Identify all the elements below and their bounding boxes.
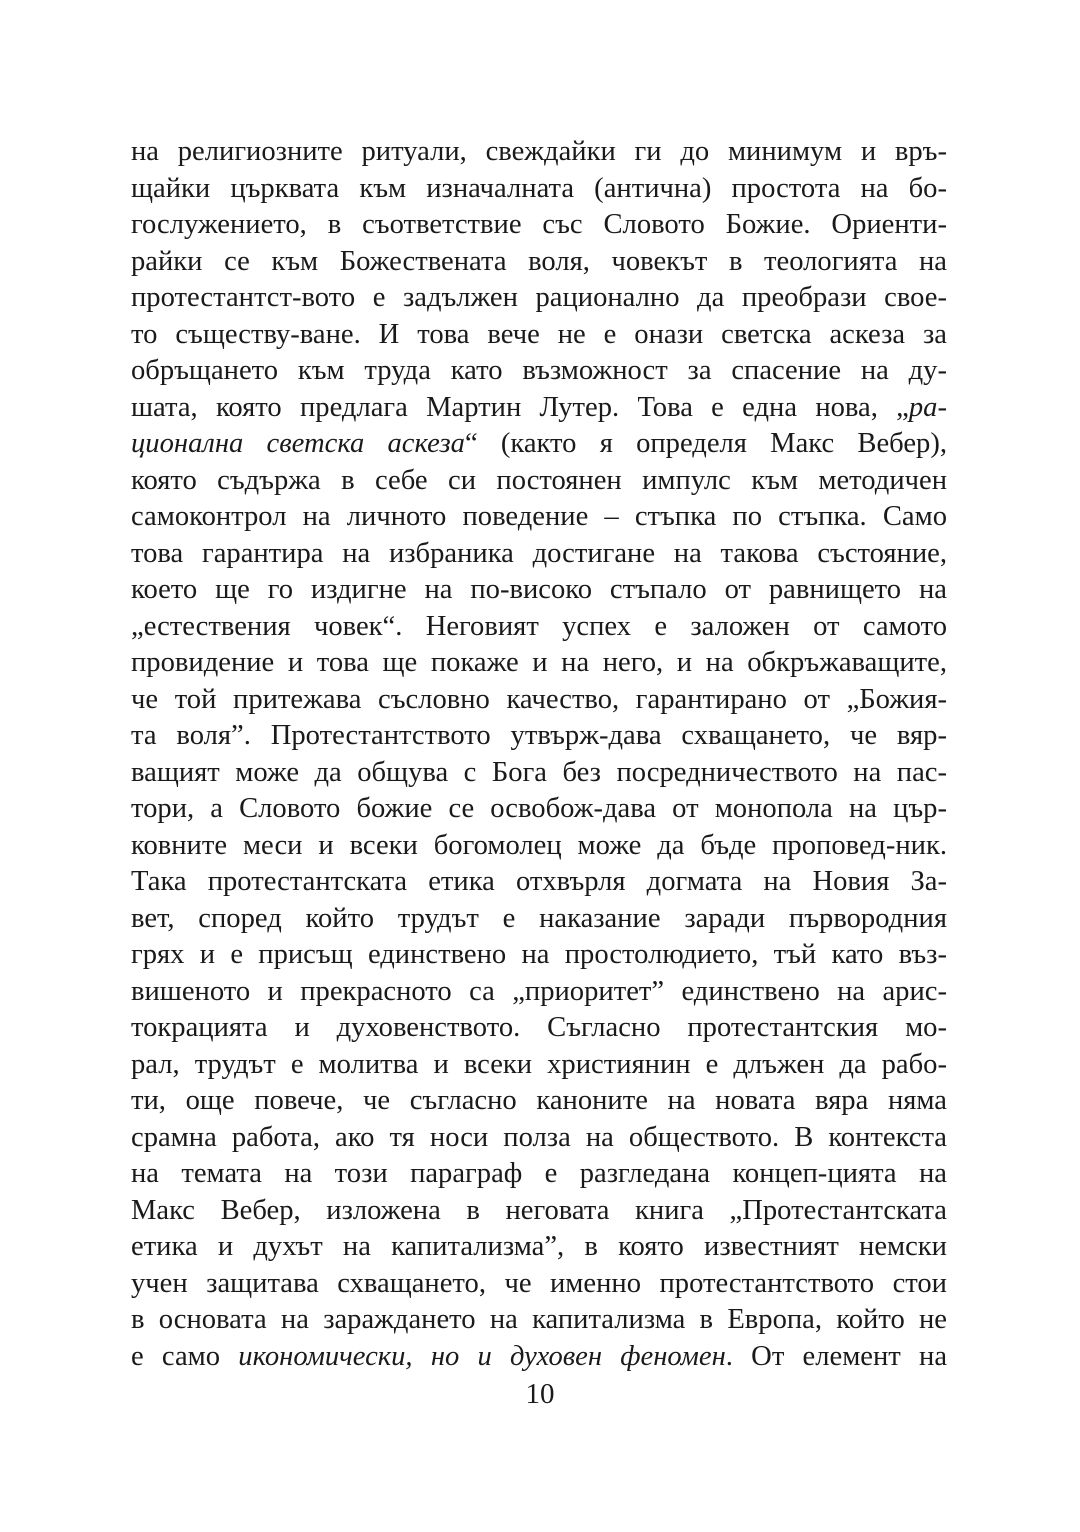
text-run: на религиозните ритуали, свеждайки ги до минимум и връ- <box>131 136 947 167</box>
text-line <box>131 426 947 463</box>
text-run: учен защитава схващането, че именно протестантството стои <box>131 1267 947 1299</box>
text-line <box>131 463 947 500</box>
text-run: райки се към Божествената воля, човекът в теологията на <box>131 245 947 277</box>
text-run: гослужението, в съответствие със Словото Божие. Ориенти- <box>131 209 947 240</box>
text-run: вишеното и прекрасното са „приоритет” единствено на арис- <box>131 975 947 1007</box>
text-line <box>131 499 947 536</box>
text-run: грях и е присъщ единствено на простолюдието, тъй като въз- <box>131 939 947 970</box>
text-line <box>131 755 947 792</box>
text-line <box>131 1193 947 1230</box>
text-run: протестантст-вото е задължен рационално да преобрази свое- <box>131 282 947 313</box>
text-line <box>131 1302 947 1339</box>
text-line <box>131 244 947 281</box>
body-text <box>131 134 947 1375</box>
text-line <box>131 609 947 646</box>
text-line <box>131 1047 947 1084</box>
text-run: самоконтрол на личното поведение – стъпка по стъпка. Само <box>131 501 947 532</box>
text-line <box>131 974 947 1011</box>
text-line <box>131 572 947 609</box>
page-number: 10 <box>525 1378 555 1410</box>
text-run: ковните меси и всеки богомолец може да бъде проповед-ник. <box>131 829 947 861</box>
text-run: шата, която предлага Мартин Лутер. Това е една нова, „ <box>131 391 909 423</box>
text-run: това гарантира на избраника достигане на такова състояние, <box>131 537 947 569</box>
text-run: вет, според който трудът е наказание заради първородния <box>131 902 947 934</box>
text-line <box>131 901 947 938</box>
text-run: токрацията и духовенството. Съгласно протестантския мо- <box>131 1012 947 1043</box>
text-line <box>131 937 947 974</box>
text-line <box>131 353 947 390</box>
text-run: че той притежава съсловно качество, гарантирано от „Божия- <box>131 683 947 715</box>
text-run: то съществу-ване. И това вече не е онази светска аскеза за <box>131 318 947 350</box>
text-line <box>131 1156 947 1193</box>
text-run: ти, още повече, че съгласно каноните на новата вяра няма <box>131 1085 947 1116</box>
text-run: е само <box>131 1340 239 1372</box>
text-run: обръщането към труда като възможност за спасение на ду- <box>131 355 947 386</box>
text-run: „естествения човек“. Неговият успех е заложен от самото <box>131 610 947 642</box>
text-line <box>131 536 947 573</box>
text-run: тори, а Словото божие се освобож-дава от монопола на цър- <box>131 793 947 824</box>
text-run: . От елемент на <box>725 1340 947 1372</box>
text-run: на темата на този параграф е разгледана концеп-цията на <box>131 1158 947 1189</box>
text-line <box>131 390 947 427</box>
text-run: “ (както я определя Макс Вебер), <box>464 428 947 459</box>
italic-run: икономически, но и духовен феномен <box>238 1340 726 1372</box>
text-run: което ще го издигне на по-високо стъпало от равнището на <box>131 574 947 605</box>
text-run: ващият може да общува с Бога без посредничеството на пас- <box>131 756 947 788</box>
text-run: щайки църквата към изначалната (антична) простота на бо- <box>131 172 947 204</box>
text-line <box>131 645 947 682</box>
italic-run: ционална светска аскеза <box>131 428 465 459</box>
text-line <box>131 828 947 865</box>
text-line <box>131 1229 947 1266</box>
italic-run: ра- <box>908 391 947 423</box>
text-line <box>131 1266 947 1303</box>
text-run: та воля”. Протестантството утвърж-дава схващането, че вяр- <box>131 720 947 751</box>
text-run: Така протестантската етика отхвърля догмата на Новия За- <box>131 866 947 897</box>
text-run: срамна работа, ако тя носи полза на обществото. В контекста <box>131 1121 947 1153</box>
text-line <box>131 1010 947 1047</box>
text-line <box>131 1083 947 1120</box>
text-run: Макс Вебер, изложена в неговата книга „Протестантската <box>131 1194 947 1226</box>
text-run: рал, трудът е молитва и всеки християнин е длъжен да рабо- <box>131 1048 947 1080</box>
text-run: провидение и това ще покаже и на него, и на обкръжаващите, <box>131 647 947 678</box>
text-run: в основата на зараждането на капитализма в Европа, който не <box>131 1304 947 1335</box>
text-run: етика и духът на капитализма”, в която известният немски <box>131 1231 947 1262</box>
text-line <box>131 171 947 208</box>
text-line <box>131 682 947 719</box>
text-line <box>131 791 947 828</box>
text-line <box>131 134 947 171</box>
text-line <box>131 718 947 755</box>
text-run: която съдържа в себе си постоянен импулс към методичен <box>131 464 947 496</box>
text-line <box>131 207 947 244</box>
text-line <box>131 1339 947 1376</box>
text-line <box>131 1120 947 1157</box>
text-line <box>131 864 947 901</box>
text-line <box>131 280 947 317</box>
text-line <box>131 317 947 354</box>
